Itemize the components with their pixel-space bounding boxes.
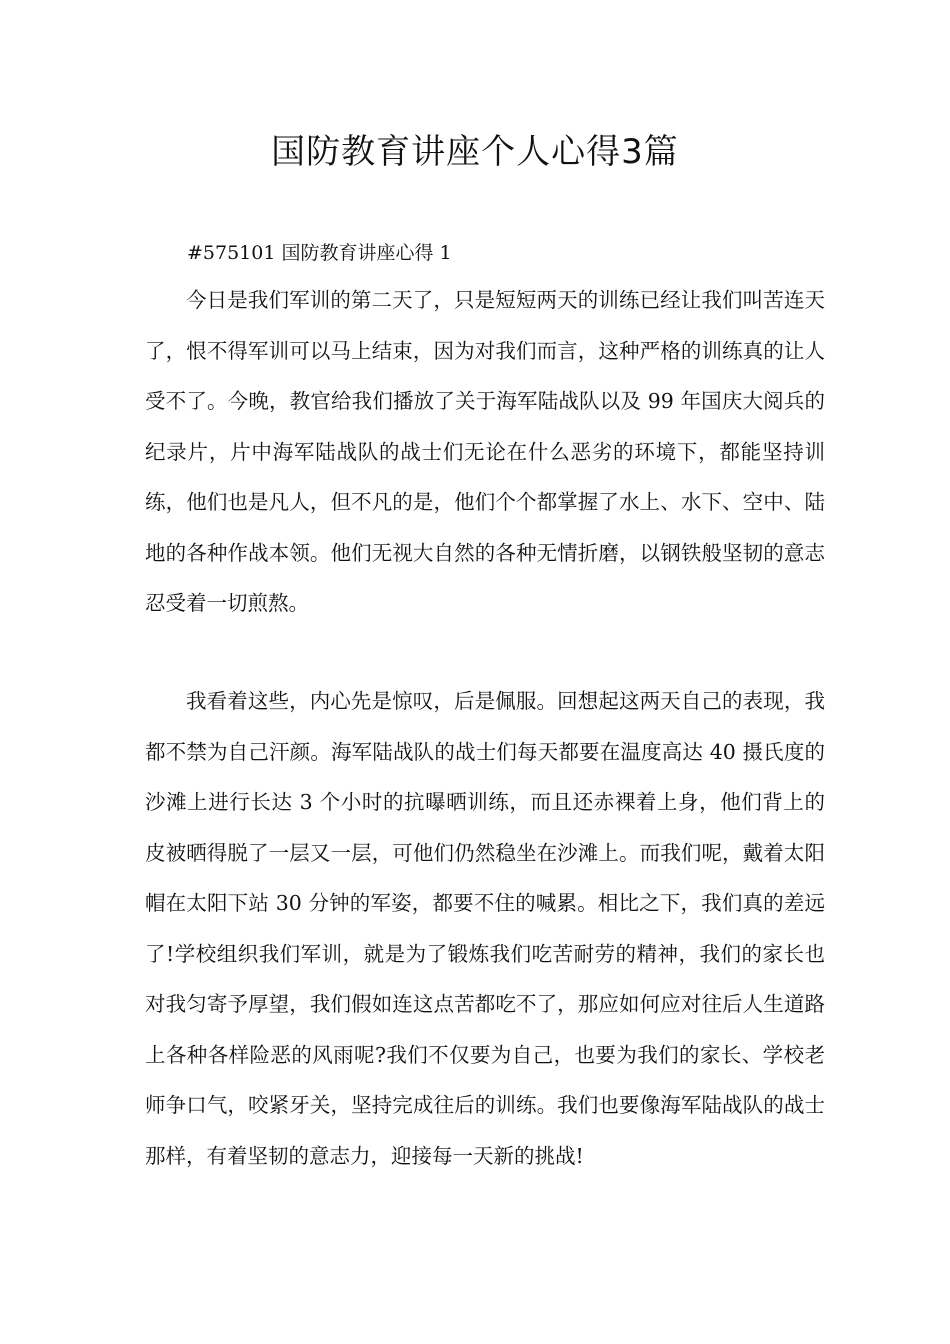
paragraph-1: 今日是我们军训的第二天了，只是短短两天的训练已经让我们叫苦连天了，恨不得军训可以马上结束，因为对我们而言，这种严格的训练真的让人受不了。今晚，教官给我们播放了关于海军陆战队以及 99 年国庆大阅兵的纪录片，片中海军陆战队的战士们无论在什么恶劣的环境下，都能坚持训练，他们也是凡人，但不凡的是，他们个个都掌握了水上、水下、空中、陆地的各种作战本领。他们无视大自然的各种无情折磨，以钢铁般坚韧的意志忍受着一切煎熬。	[145, 288, 825, 615]
document-title: 国防教育讲座个人心得3篇	[271, 132, 679, 172]
section-heading: #575101 国防教育讲座心得 1	[187, 242, 452, 264]
paragraph-2: 我看着这些，内心先是惊叹，后是佩服。回想起这两天自己的表现，我都不禁为自己汗颜。海军陆战队的战士们每天都要在温度高达 40 摄氏度的沙滩上进行长达 3 个小时的抗曝晒训练，而且还赤裸着上身，他们背上的皮被晒得脱了一层又一层，可他们仍然稳坐在沙滩上。而我们呢，戴着太阳帽在太阳下站 30 分钟的军姿，都要不住的喊累。相比之下，我们真的差远了!学校组织我们军训，就是为了锻炼我们吃苦耐劳的精神，我们的家长也对我匀寄予厚望，我们假如连这点苦都吃不了，那应如何应对往后人生道路上各种各样险恶的风雨呢?我们不仅要为自己，也要为我们的家长、学校老师争口气，咬紧牙关，坚持完成往后的训练。我们也要像海军陆战队的战士那样，有着坚韧的意志力，迎接每一天新的挑战!	[145, 689, 825, 1168]
